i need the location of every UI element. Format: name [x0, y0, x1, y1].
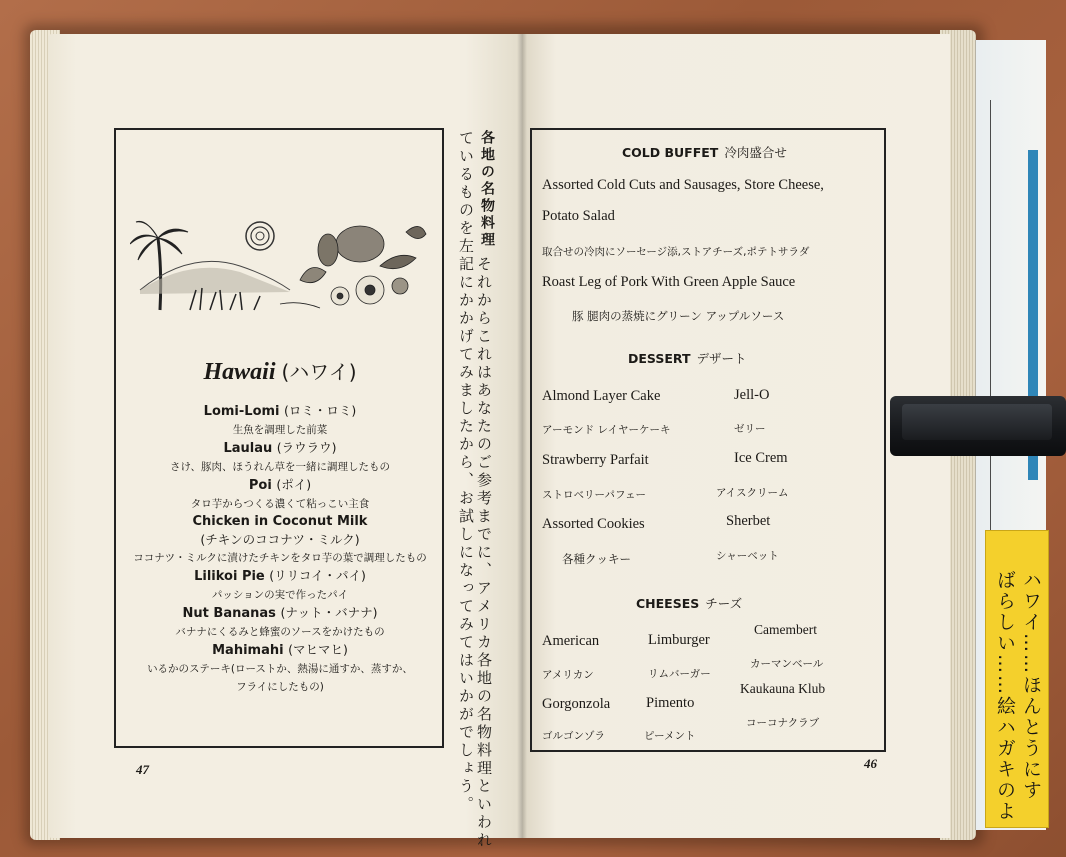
dish-name: Lilikoi Pie [194, 569, 265, 584]
dish-name: Lomi-Lomi [203, 404, 280, 419]
dish-name-jp: (ポイ) [276, 477, 312, 492]
dish-item [116, 439, 444, 476]
dessert-item: Almond Layer Cake [542, 388, 661, 404]
cheese-item-jp: アメリカン [542, 669, 594, 681]
cheese-item: Limburger [648, 632, 710, 648]
dish-description: いるかのステーキ(ローストか、熱湯に通すか、蒸すか、 [147, 663, 413, 675]
page-number-right: 46 [864, 756, 877, 771]
section-heading-cold-buffet [622, 143, 787, 161]
cheese-item-jp: ピーメント [644, 730, 696, 742]
dessert-item-jp: ストロベリーパフェー [542, 489, 646, 501]
cheese-item: Gorgonzola [542, 696, 611, 712]
dish-description: バナナにくるみと蜂蜜のソースをかけたもの [175, 626, 385, 638]
dish-name-jp: (マヒマヒ) [288, 642, 348, 657]
dish-description: タロ芋からつくる濃くて粘っこい主食 [190, 498, 370, 510]
cold-buffet-line-1: Assorted Cold Cuts and Sausages, Store Cheese, [542, 177, 824, 193]
dessert-item: Sherbet [726, 513, 771, 529]
dessert-item-jp: シャーベット [716, 550, 779, 562]
dish-name: Mahimahi [212, 643, 284, 658]
yellow-label-text [992, 570, 1044, 822]
cold-buffet-line-2: Potato Salad [542, 208, 615, 224]
page-number-left: 47 [136, 762, 149, 777]
cheese-item: American [542, 633, 600, 649]
cold-buffet-heading-jp: 冷肉盛合せ [724, 145, 787, 160]
dish-description: ココナツ・ミルクに漬けたチキンをタロ芋の葉で調理したもの [133, 552, 427, 564]
black-clip-face [902, 404, 1052, 440]
dish-item [116, 402, 444, 439]
dish-item [116, 513, 444, 567]
dish-item [116, 604, 444, 641]
section-heading-dessert [628, 349, 747, 367]
dish-description: フライにしたもの) [236, 681, 324, 693]
dessert-item: Assorted Cookies [542, 516, 645, 532]
hawaii-title [116, 356, 444, 386]
dish-name-jp: (ロミ・ロミ) [284, 403, 357, 418]
cheese-item-jp: リムバーガー [648, 668, 711, 680]
hawaii-title-en: Hawaii [203, 359, 276, 385]
dessert-heading-jp: デザート [696, 351, 747, 366]
book-gutter [517, 34, 527, 838]
cheese-item: Camembert [754, 622, 817, 637]
dish-name-jp: (ラウラウ) [276, 440, 337, 455]
dish-name-jp: (リリコイ・パイ) [269, 568, 366, 583]
vertical-text-line-1: それからこれはあなたのご参考までに、アメリカ各地の名物料理といわれ [475, 256, 493, 850]
dessert-item: Jell-O [734, 387, 770, 403]
cheeses-heading: CHEESES [636, 596, 700, 611]
dish-item [116, 641, 444, 696]
cold-buffet-jp-2: 豚 腿肉の蒸焼にグリーン アップルソース [572, 309, 785, 323]
dish-description: 生魚を調理した前菜 [232, 424, 328, 436]
dessert-heading: DESSERT [628, 351, 691, 366]
cold-buffet-jp-1: 取合せの冷肉にソーセージ添,ストアチーズ,ポテトサラダ [542, 246, 810, 258]
dessert-item: Strawberry Parfait [542, 452, 649, 468]
dessert-item-jp: アーモンド レイヤーケーキ [542, 424, 671, 436]
dessert-item-jp: アイスクリーム [716, 487, 789, 499]
dish-name: Laulau [223, 441, 273, 456]
section-heading-cheeses [636, 594, 742, 612]
vertical-heading: 各地の名物料理 [479, 130, 495, 249]
dish-name-jp: (チキンのココナツ・ミルク) [200, 532, 360, 547]
cheeses-heading-jp: チーズ [705, 596, 743, 611]
dish-name: Poi [248, 478, 272, 493]
cheese-item-jp: ゴルゴンゾラ [542, 730, 605, 742]
yellow-label-line-2: ばらしい……絵ハガキのよ [994, 570, 1016, 822]
cheese-item: Kaukauna Klub [740, 681, 826, 696]
cold-buffet-line-3: Roast Leg of Pork With Green Apple Sauce [542, 274, 796, 290]
dessert-item-jp: ゼリー [734, 423, 766, 435]
cheese-item-jp: コーコナクラブ [746, 717, 820, 729]
dish-name: Nut Bananas [182, 606, 276, 621]
dish-description: パッションの実で作ったパイ [211, 589, 349, 601]
dish-description: さけ、豚肉、ほうれん草を一緒に調理したもの [169, 461, 391, 473]
hawaii-title-jp: (ハワイ) [281, 360, 357, 384]
tropical-illustration [130, 210, 430, 320]
yellow-label-line-1: ハワイ……ほんとうにす [1020, 570, 1042, 801]
cold-buffet-heading: COLD BUFFET [622, 145, 719, 160]
dish-item [116, 567, 444, 604]
dish-name-jp: (ナット・バナナ) [280, 605, 378, 620]
cheese-item: Pimento [646, 695, 695, 711]
dish-item [116, 476, 444, 513]
dessert-item-jp: 各種クッキー [562, 552, 631, 566]
dessert-item: Ice Crem [734, 450, 788, 466]
hawaii-dish-list [116, 402, 444, 696]
vertical-text-line-2: ているものを左記にかかげてみましたから、お試しになってみてはいかがでしょう。 [457, 130, 475, 814]
cheese-item-jp: カーマンベール [750, 658, 824, 670]
dish-name: Chicken in Coconut Milk [192, 514, 368, 529]
